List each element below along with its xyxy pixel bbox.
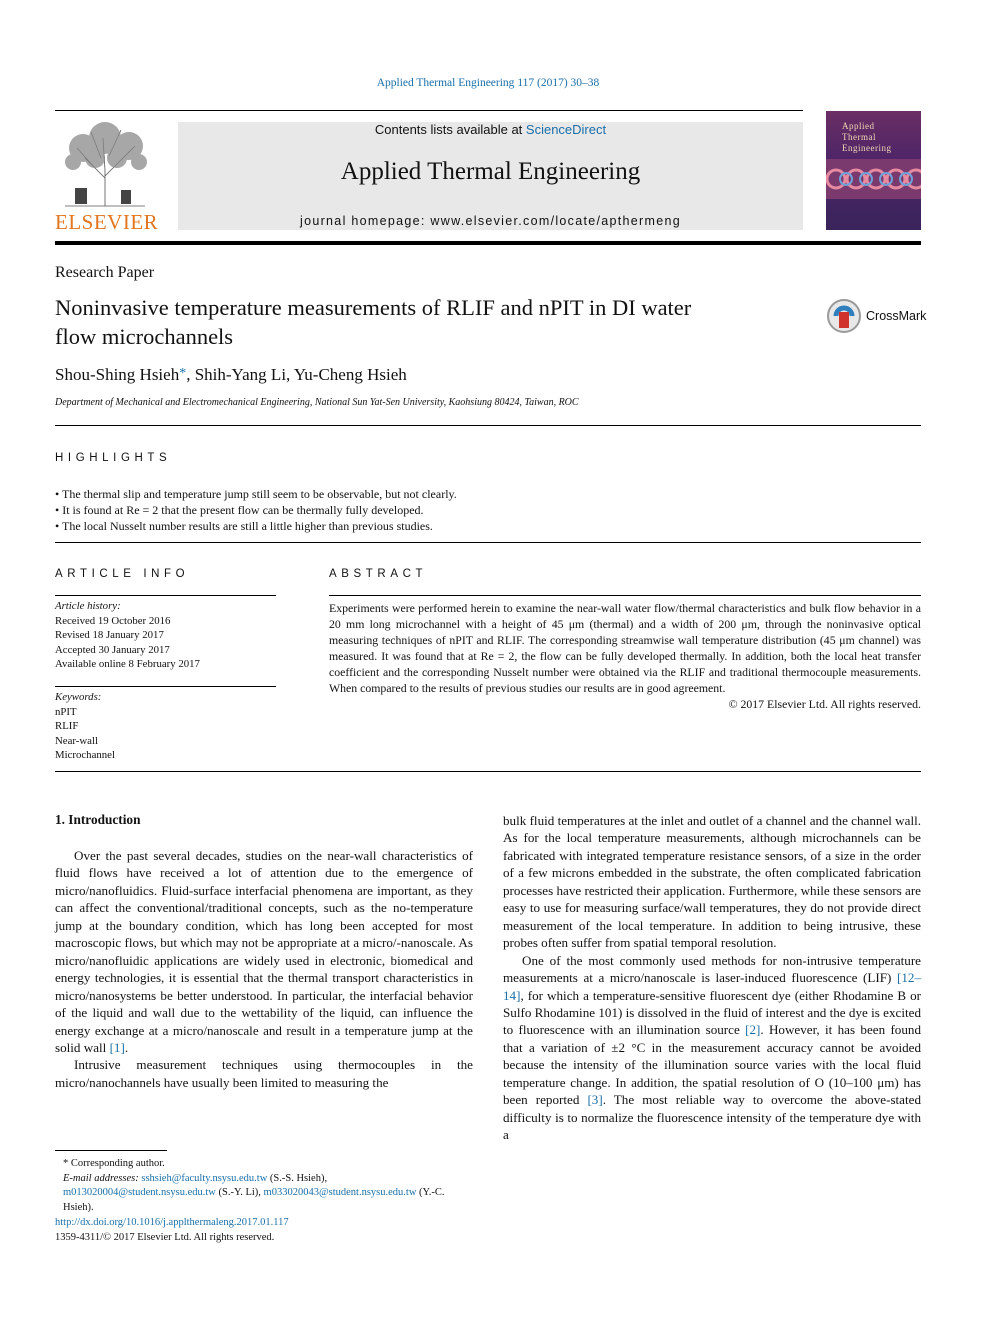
email-link[interactable]: sshsieh@faculty.nsysu.edu.tw (141, 1172, 268, 1184)
keyword: Near-wall (55, 734, 98, 747)
article-type: Research Paper (55, 264, 155, 281)
footnote (55, 1157, 473, 1215)
email-owner: (Y.-C. Hsieh). (63, 1187, 445, 1213)
highlight-item: • The thermal slip and temperature jump still seem to be observable, but not clearly. (55, 487, 457, 501)
keyword: RLIF (55, 720, 79, 732)
highlight-item: • It is found at Re = 2 that the present flow can be thermally fully developed. (55, 503, 424, 517)
corresponding-author-mark[interactable]: * (179, 366, 187, 381)
highlight-text: The thermal slip and temperature jump still seem to be observable, but not clearly. (61, 487, 457, 501)
divider (55, 542, 921, 543)
abstract-body (329, 600, 921, 712)
contents-line (178, 122, 803, 137)
divider (55, 425, 921, 426)
author-name[interactable]: Shou-Shing Hsieh (55, 365, 180, 384)
title-line-2: flow microchannels (55, 324, 234, 349)
email-link[interactable]: m013020004@student.nsysu.edu.tw (63, 1187, 216, 1198)
paragraph-text: Over the past several decades, studies on the near-wall characteristics of fluid flows have received a lot of attention due to the emergence of micro/nanofluidics. Fluid-surface interfacial phenomena are important, as they can affect the conventional/traditional concepts, such as the no-temperature jump at the boundary condition, which has long been accepted for most macroscopic flows, but which may not be appropriate at a micro/-nanoscale. As micro/nanofluidic applications are widely used in electronic, biomedical and energy technologies, it is essential that the thermal transport characteristics in micro/nanosystems be better understood. In particular, the interfacial behavior of the liquid and wall due to the wettability of the liquid, can influence the energy exchange at a micro/nanoscale and result in a temperature jump at the solid wall (55, 848, 473, 1055)
intro-right-column (503, 812, 921, 1144)
intro-paragraph (503, 812, 921, 952)
divider (55, 686, 276, 687)
history-label: Article history: (55, 600, 121, 612)
corresponding-author-note: * Corresponding author. (63, 1158, 165, 1169)
highlight-text: The local Nusselt number results are still a little higher than previous studies. (61, 519, 433, 533)
elsevier-tree-logo-icon (55, 118, 155, 210)
keyword: nPIT (55, 705, 77, 718)
paragraph-text: bulk fluid temperatures at the inlet and outlet of a channel and the channel wall. As for the local temperature measurements, although microchannels can be fabricated with integrated temperature resistance sensors, of a size in the order of a few microns embedded in the substrate, the often complicated fabrication processes have restricted their application. Furthermore, while these sensors are easy to use for measuring surface/wall temperatures, they do not provide direct measurement of the local temperature. In addition to being intrusive, these probes often suffer from spatial temporal resolution. (503, 813, 921, 951)
section-heading-introduction: 1. Introduction (55, 812, 141, 827)
highlights-heading: HIGHLIGHTS (55, 452, 172, 464)
doi-link[interactable]: http://dx.doi.org/10.1016/j.applthermaleng.2017.01.117 (55, 1217, 289, 1228)
crossmark-icon (826, 298, 862, 334)
journal-banner (178, 122, 803, 230)
email-addresses (55, 1172, 473, 1216)
citation-link[interactable]: [3] (587, 1092, 603, 1108)
abstract-copyright: © 2017 Elsevier Ltd. All rights reserved. (728, 697, 921, 711)
footnote-rule (55, 1150, 167, 1151)
cover-title-line: Thermal (842, 132, 876, 142)
divider (55, 595, 276, 596)
email-owner: (S.-S. Hsieh), (267, 1172, 328, 1184)
email-link[interactable]: m033020043@student.nsysu.edu.tw (263, 1187, 417, 1198)
cover-title-line: Engineering (842, 143, 892, 153)
journal-title: Applied Thermal Engineering (340, 158, 641, 185)
highlight-item: • The local Nusselt number results are still a little higher than previous studies. (55, 519, 433, 533)
page-footer (55, 1216, 289, 1245)
journal-reference[interactable] (0, 77, 976, 89)
affiliation: Department of Mechanical and Electromechanical Engineering, National Sun Yat-Sen University, Kaohsiung 80424, Taiwan, ROC (55, 397, 579, 408)
intro-paragraph (55, 847, 473, 1056)
sciencedirect-link[interactable]: ScienceDirect (525, 122, 607, 137)
journal-reference-issue[interactable]: 117 (2017) 30–38 (517, 77, 600, 89)
email-owner: (S.-Y. Li), (215, 1187, 264, 1198)
header-top-rule (55, 110, 803, 111)
history-online: Available online 8 February 2017 (55, 658, 200, 670)
abstract-text: Experiments were performed herein to examine the near-wall water flow/thermal characteristics and bulk flow behavior in a 20 mm long microchannel with a height of 45 μm (thermal) and a width of 200 μm, through the noninvasive optical measuring techniques of nPIT and RLIF. The corresponding streamwise wall temperature distribution (45 μm channel) was measured. It was found that at Re = 2, the flow can be fully developed thermally. In addition, both the local heat transfer coefficient and the corresponding Nusselt number were obtained via the RLIF and traditional thermocouple measurements. When compared to the results of previous studies our results are in good agreement. (329, 601, 921, 695)
intro-left-column (55, 847, 473, 1091)
article-history (55, 599, 200, 672)
cover-title-line: Applied (842, 121, 875, 131)
history-accepted: Accepted 30 January 2017 (55, 643, 170, 656)
paragraph-text: , for which a temperature-sensitive fluorescent dye (either Rhodamine B or Sulfo Rhodamine 101) is dissolved in the fluid of interest and the dye is excited to fluorescence with an illumination source (503, 987, 921, 1038)
abstract-heading: ABSTRACT (329, 568, 428, 580)
intro-paragraph (503, 952, 921, 1144)
journal-reference-name[interactable]: Applied Thermal Engineering (376, 77, 515, 89)
cover-pattern-icon (826, 159, 921, 199)
keywords (55, 690, 115, 763)
divider (329, 595, 921, 596)
contents-prefix: Contents lists available at (374, 122, 526, 137)
email-label: E-mail addresses: (63, 1172, 142, 1184)
article-info-heading: ARTICLE INFO (55, 568, 190, 580)
article-title (55, 293, 815, 351)
crossmark-badge[interactable] (826, 298, 926, 334)
keywords-label: Keywords: (55, 691, 102, 703)
author-list (55, 365, 407, 385)
citation-link[interactable]: [12–14] (503, 970, 921, 1003)
citation-link[interactable]: [2] (745, 1022, 761, 1038)
paragraph-text: . The most reliable way to overcome the above-stated difficulty is to normalize the fluorescence intensity of the temperature dye with a (503, 1092, 921, 1143)
intro-paragraph (55, 1056, 473, 1091)
crossmark-label: CrossMark (866, 309, 927, 323)
highlight-text: It is found at Re = 2 that the present flow can be thermally fully developed. (62, 503, 424, 517)
keyword: Microchannel (55, 749, 115, 761)
journal-homepage[interactable]: journal homepage: www.elsevier.com/locate/apthermeng (300, 214, 681, 228)
citation-link[interactable]: [1] (109, 1039, 125, 1055)
header-bottom-rule (55, 241, 921, 245)
issn-line: 1359-4311/© 2017 Elsevier Ltd. All rights reserved. (55, 1231, 275, 1243)
history-revised: Revised 18 January 2017 (55, 629, 164, 641)
title-line-1: Noninvasive temperature measurements of RLIF and nPIT in DI water (55, 295, 692, 320)
paragraph-text: Intrusive measurement techniques using thermocouples in the micro/nanochannels have usually been limited to measuring the (55, 1057, 473, 1090)
paragraph-text: . (124, 1039, 129, 1055)
elsevier-wordmark: ELSEVIER (55, 210, 159, 234)
paragraph-text: . However, it has been found that a variation of ±2 °C in the measurement accuracy cannot be avoided because the intensity of the illumination source varies with the local fluid temperature change. In addition, the spatial resolution of O (10–100 μm) has been reported (503, 1022, 921, 1108)
journal-cover-image[interactable] (826, 111, 921, 230)
paragraph-text: One of the most commonly used methods for non-intrusive temperature measurements at a micro/nanoscale is laser-induced fluorescence (LIF) (503, 952, 921, 986)
divider (55, 771, 921, 772)
history-received: Received 19 October 2016 (55, 614, 171, 627)
author-names-rest: , Shih-Yang Li, Yu-Cheng Hsieh (186, 365, 407, 384)
